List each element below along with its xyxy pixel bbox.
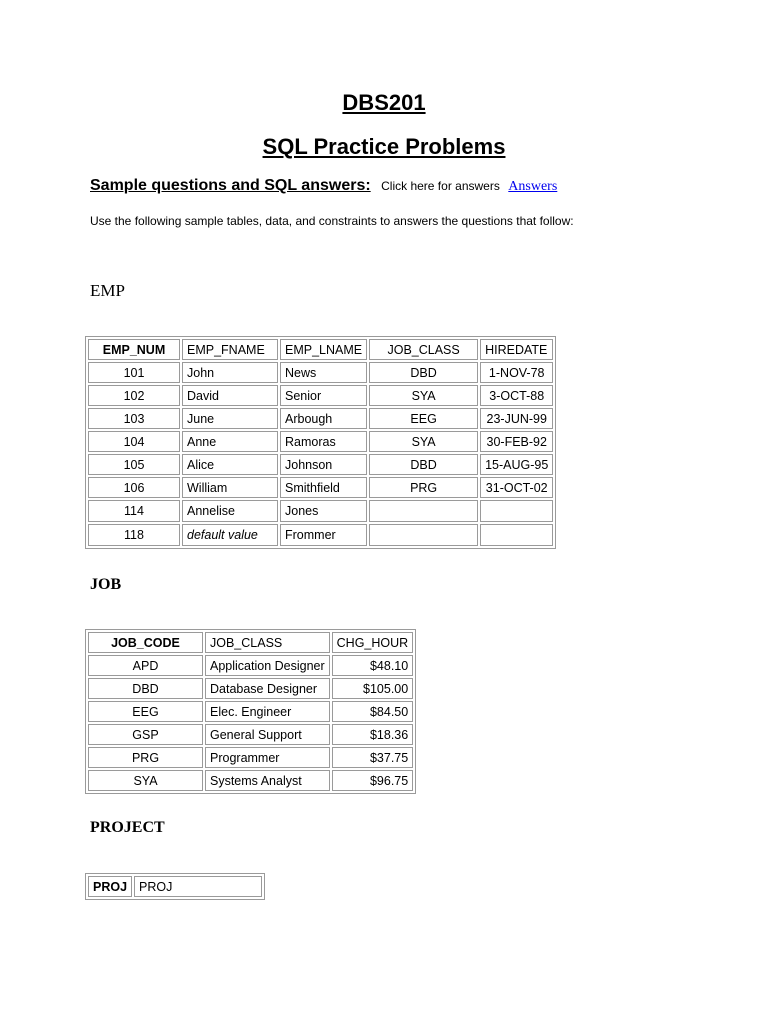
table-cell: 114	[88, 500, 180, 522]
sample-questions-row	[90, 177, 557, 195]
table-header-row	[88, 339, 553, 360]
emp-table	[85, 336, 556, 549]
table-cell: default value	[182, 524, 278, 546]
table-row	[88, 655, 413, 676]
column-header: HIREDATE	[480, 339, 553, 360]
column-header: EMP_FNAME	[182, 339, 278, 360]
table-cell: 3-OCT-88	[480, 385, 553, 406]
table-cell: 15-AUG-95	[480, 454, 553, 475]
project-table-caption: PROJECT	[90, 819, 165, 836]
table-cell	[480, 500, 553, 522]
table-cell: EEG	[88, 701, 203, 722]
table-cell: Systems Analyst	[205, 770, 330, 791]
table-cell: 23-JUN-99	[480, 408, 553, 429]
page-title: SQL Practice Problems	[262, 134, 506, 159]
column-header: PROJ	[134, 876, 262, 897]
table-cell: SYA	[369, 431, 478, 452]
table-header-row	[88, 876, 262, 897]
table-cell: 103	[88, 408, 180, 429]
emp-table-caption: EMP	[90, 281, 125, 300]
table-cell: Database Designer	[205, 678, 330, 699]
column-header: JOB_CLASS	[205, 632, 330, 653]
column-header: PROJ	[88, 876, 132, 897]
table-cell	[369, 500, 478, 522]
sample-questions-heading: Sample questions and SQL answers:	[90, 177, 371, 194]
table-cell: DBD	[369, 362, 478, 383]
table-cell	[369, 524, 478, 546]
column-header: JOB_CLASS	[369, 339, 478, 360]
table-cell: Anne	[182, 431, 278, 452]
table-row	[88, 678, 413, 699]
column-header: JOB_CODE	[88, 632, 203, 653]
table-row	[88, 362, 553, 383]
table-cell: $84.50	[332, 701, 414, 722]
table-cell: 30-FEB-92	[480, 431, 553, 452]
table-row	[88, 500, 553, 522]
table-cell: John	[182, 362, 278, 383]
table-cell: $37.75	[332, 747, 414, 768]
table-cell: Smithfield	[280, 477, 367, 498]
table-cell: $105.00	[332, 678, 414, 699]
column-header: EMP_LNAME	[280, 339, 367, 360]
table-cell: 105	[88, 454, 180, 475]
table-cell: 106	[88, 477, 180, 498]
table-cell: Frommer	[280, 524, 367, 546]
table-cell: PRG	[88, 747, 203, 768]
table-cell: Johnson	[280, 454, 367, 475]
table-row	[88, 454, 553, 475]
table-cell: Application Designer	[205, 655, 330, 676]
answers-link[interactable]: Answers	[508, 179, 558, 194]
table-cell: News	[280, 362, 367, 383]
table-cell: EEG	[369, 408, 478, 429]
table-cell: Ramoras	[280, 431, 367, 452]
table-cell: 1-NOV-78	[480, 362, 553, 383]
table-cell: David	[182, 385, 278, 406]
table-row	[88, 524, 553, 546]
table-cell: General Support	[205, 724, 330, 745]
table-cell: Alice	[182, 454, 278, 475]
column-header: EMP_NUM	[88, 339, 180, 360]
table-row	[88, 431, 553, 452]
answers-prompt-text: Click here for answers	[381, 179, 500, 193]
table-cell: 104	[88, 431, 180, 452]
job-table-caption: JOB	[90, 576, 122, 593]
table-cell: Arbough	[280, 408, 367, 429]
table-cell: SYA	[88, 770, 203, 791]
table-cell: $48.10	[332, 655, 414, 676]
table-cell: DBD	[88, 678, 203, 699]
table-row	[88, 747, 413, 768]
table-cell: APD	[88, 655, 203, 676]
table-cell: June	[182, 408, 278, 429]
table-cell: William	[182, 477, 278, 498]
table-cell: $96.75	[332, 770, 414, 791]
table-cell: GSP	[88, 724, 203, 745]
table-cell: DBD	[369, 454, 478, 475]
table-cell: 31-OCT-02	[480, 477, 553, 498]
table-cell: 118	[88, 524, 180, 546]
project-table	[85, 873, 265, 900]
table-row	[88, 408, 553, 429]
column-header: CHG_HOUR	[332, 632, 414, 653]
table-row	[88, 724, 413, 745]
table-row	[88, 770, 413, 791]
table-cell: Elec. Engineer	[205, 701, 330, 722]
job-table	[85, 629, 416, 794]
table-cell: PRG	[369, 477, 478, 498]
table-cell	[480, 524, 553, 546]
table-cell: $18.36	[332, 724, 414, 745]
table-cell: 101	[88, 362, 180, 383]
table-cell: Jones	[280, 500, 367, 522]
table-row	[88, 385, 553, 406]
table-header-row	[88, 632, 413, 653]
table-cell: Annelise	[182, 500, 278, 522]
table-cell: 102	[88, 385, 180, 406]
table-row	[88, 477, 553, 498]
table-row	[88, 701, 413, 722]
instructions-text: Use the following sample tables, data, and constraints to answers the questions that follow:	[90, 214, 574, 228]
table-cell: Programmer	[205, 747, 330, 768]
course-code-heading: DBS201	[342, 90, 426, 115]
table-cell: SYA	[369, 385, 478, 406]
table-cell: Senior	[280, 385, 367, 406]
